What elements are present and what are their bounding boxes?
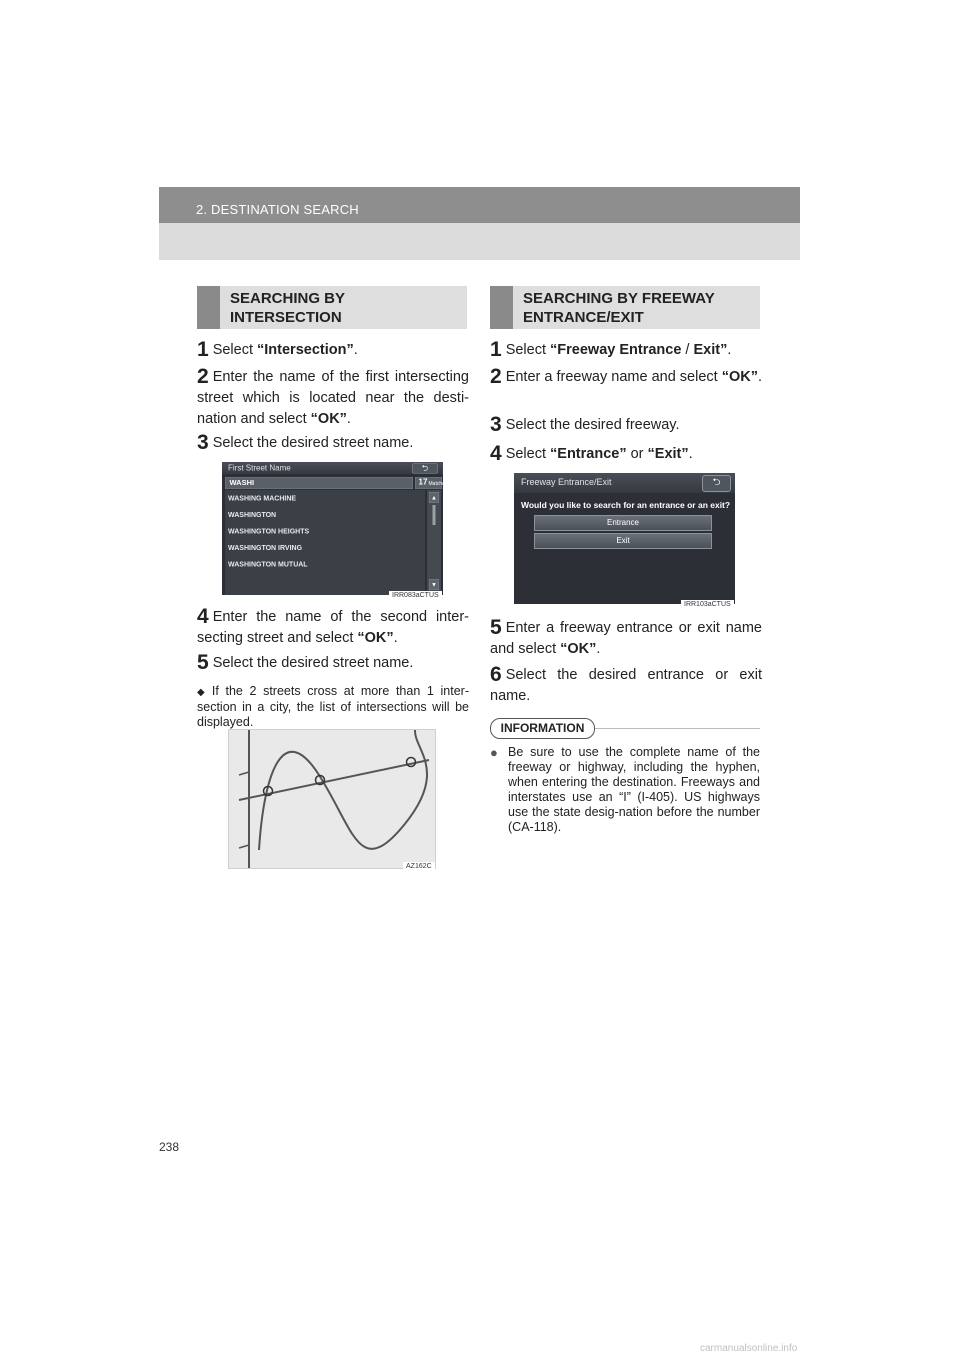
figure-code: IRR103aCTUS xyxy=(681,600,734,609)
bullet-icon: ◆ xyxy=(197,687,208,698)
figure-code: IRR083aCTUS xyxy=(389,591,442,600)
right-section-heading xyxy=(490,286,760,329)
right-step-2: 2 Enter a freeway name and select “OK”. xyxy=(490,365,762,388)
left-step-3: 3 Select the desired street name. xyxy=(197,431,414,454)
left-step-4: 4 Enter the name of the second inter-secting street and select “OK”. xyxy=(197,605,469,646)
left-step-5: 5 Select the desired street name. xyxy=(197,651,414,674)
diagram-tick-upper xyxy=(239,772,249,775)
right-step-3: 3 Select the desired freeway. xyxy=(490,413,680,436)
matches-badge: 17 Matches xyxy=(415,477,442,489)
scroll-up-icon[interactable]: ▲ xyxy=(429,492,439,503)
right-step-4: 4 Select “Entrance” or “Exit”. xyxy=(490,442,693,465)
intersection-marker xyxy=(407,758,416,767)
page-number: 238 xyxy=(159,1140,180,1154)
search-entry-field[interactable]: WASHI xyxy=(225,477,413,489)
scroll-down-icon[interactable]: ▼ xyxy=(429,579,439,590)
left-section-heading xyxy=(197,286,467,329)
information-label: INFORMATION xyxy=(490,718,595,739)
back-arrow-icon[interactable]: ⮌ xyxy=(412,464,438,474)
list-scrollbar[interactable] xyxy=(427,490,441,595)
bullet-icon: ● xyxy=(490,745,498,760)
left-heading-line1: SEARCHING BY xyxy=(230,290,346,307)
street-curves-diagram xyxy=(229,730,435,868)
back-arrow-icon[interactable]: ⮌ xyxy=(702,475,731,492)
scroll-thumb[interactable] xyxy=(433,505,436,525)
list-item[interactable]: WASHINGTON MUTUAL xyxy=(228,560,308,568)
left-heading-line2: INTERSECTION xyxy=(230,309,342,326)
right-step-6: 6 Select the desired entrance or exit name. xyxy=(490,663,762,704)
footer-watermark: carmanualsonline.info xyxy=(700,1343,798,1354)
intersection-diagram xyxy=(228,729,436,869)
street-list xyxy=(225,490,425,595)
exit-button[interactable]: Exit xyxy=(534,533,712,549)
screen-title: Freeway Entrance/Exit xyxy=(521,477,612,487)
list-item[interactable]: WASHINGTON IRVING xyxy=(228,543,303,552)
question-text: Would you like to search for an entrance or an exit? xyxy=(521,500,731,510)
right-heading-line1: SEARCHING BY FREEWAY xyxy=(523,290,715,307)
diagram-code: AZ162C xyxy=(403,862,435,871)
right-step-5: 5 Enter a freeway entrance or exit name and select “OK”. xyxy=(490,616,762,657)
list-item[interactable]: WASHING MACHINE xyxy=(228,494,297,502)
section-title: 2. DESTINATION SEARCH xyxy=(196,202,359,217)
left-note: ◆ If the 2 streets cross at more than 1 inter-section in a city, the list of intersections will be displayed. xyxy=(197,684,469,729)
left-step-1: 1 Select “Intersection”. xyxy=(197,338,358,361)
left-step-2: 2 Enter the name of the first intersecting street which is located near the desti-nation and select “OK”. xyxy=(197,365,469,427)
right-heading-line2: ENTRANCE/EXIT xyxy=(523,309,644,326)
list-item[interactable]: WASHINGTON HEIGHTS xyxy=(228,527,310,535)
diagram-street-straight xyxy=(239,760,429,800)
freeway-entrance-exit-screen xyxy=(514,473,735,604)
list-item[interactable]: WASHINGTON xyxy=(228,510,277,519)
screen-title: First Street Name xyxy=(228,464,291,473)
header-subband xyxy=(159,223,800,260)
first-street-name-screen xyxy=(222,462,448,595)
entrance-button[interactable]: Entrance xyxy=(534,515,712,531)
information-body: ● Be sure to use the complete name of the freeway or highway, including the hyphen, when entering the destination. Freeways and interstates use an “I” (I-405). US highways use the state desig-nation before the number (CA-118). xyxy=(490,745,760,834)
diagram-tick-lower xyxy=(239,845,249,848)
right-step-1: 1 Select “Freeway Entrance / Exit”. xyxy=(490,338,732,361)
